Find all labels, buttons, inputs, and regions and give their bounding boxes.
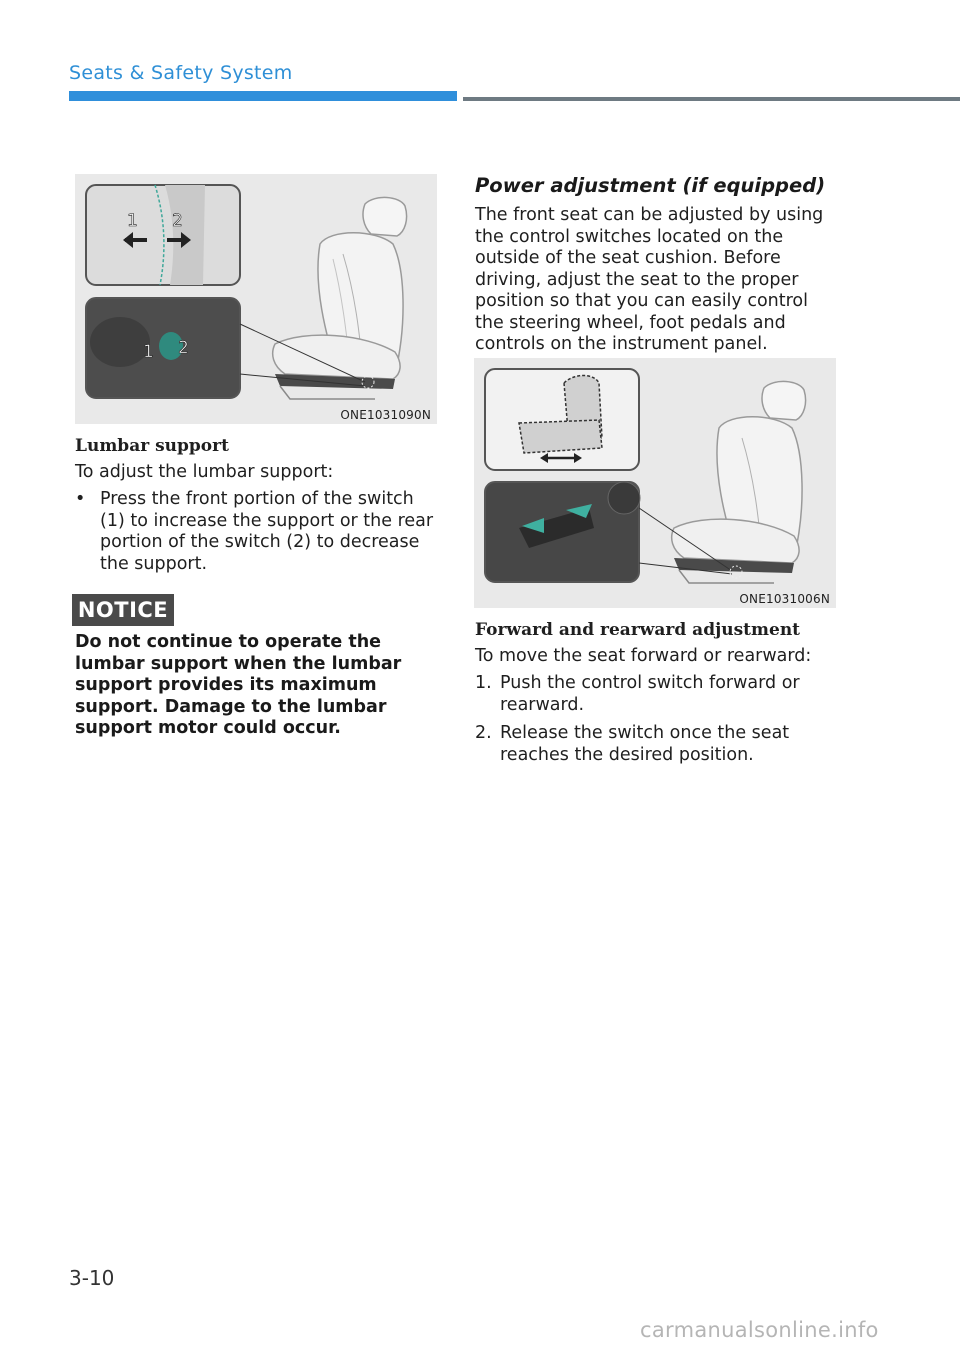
forward-rearward-steps xyxy=(475,673,830,773)
lumbar-support-illustration xyxy=(75,174,437,424)
notice-label: NOTICE xyxy=(72,594,174,626)
inset-top-label-2: 2 xyxy=(172,211,183,231)
figure-code: ONE1031006N xyxy=(739,592,830,606)
forward-rearward-heading: Forward and rearward adjustment xyxy=(475,620,801,640)
step-number: 1. xyxy=(475,673,492,693)
bullet-marker: • xyxy=(75,489,86,509)
forward-seat-drawing xyxy=(474,358,836,608)
list-item: 2. Release the switch once the seat reaches the desired position. xyxy=(475,723,790,765)
header-accent-bar xyxy=(69,91,457,101)
power-adjustment-paragraph: The front seat can be adjusted by using the control switches located on the outside of the seat cushion. Before driving, adjust the seat to the proper position so that you can easily control the steering wheel, foot pedals and controls on the instrument panel. xyxy=(475,205,824,354)
figure-code: ONE1031090N xyxy=(340,408,431,422)
lumbar-bullet-list xyxy=(75,489,435,582)
inset-bottom-label-1: 1 xyxy=(143,342,154,362)
section-header-title: Seats & Safety System xyxy=(69,62,293,84)
forward-rearward-intro: To move the seat forward or rearward: xyxy=(475,646,812,666)
lumbar-support-heading: Lumbar support xyxy=(75,436,229,456)
forward-rearward-illustration xyxy=(474,358,836,608)
list-item: • Press the front portion of the switch (1) to increase the support or the rear portion of the switch (2) to decrease the support. xyxy=(75,489,434,574)
inset-top-label-1: 1 xyxy=(127,211,138,231)
step-number: 2. xyxy=(475,723,492,743)
page-number: 3-10 xyxy=(69,1266,115,1290)
notice-text: Do not continue to operate the lumbar support when the lumbar support provides its maximum support. Damage to the lumbar support motor could occur. xyxy=(75,632,402,738)
list-item: 1. Push the control switch forward or rearward. xyxy=(475,673,800,715)
lumbar-intro: To adjust the lumbar support: xyxy=(75,462,334,482)
header-rule xyxy=(463,97,960,101)
inset-bottom-label-2: 2 xyxy=(178,338,189,358)
watermark: carmanualsonline.info xyxy=(640,1318,879,1342)
power-adjustment-title: Power adjustment (if equipped) xyxy=(475,174,826,197)
